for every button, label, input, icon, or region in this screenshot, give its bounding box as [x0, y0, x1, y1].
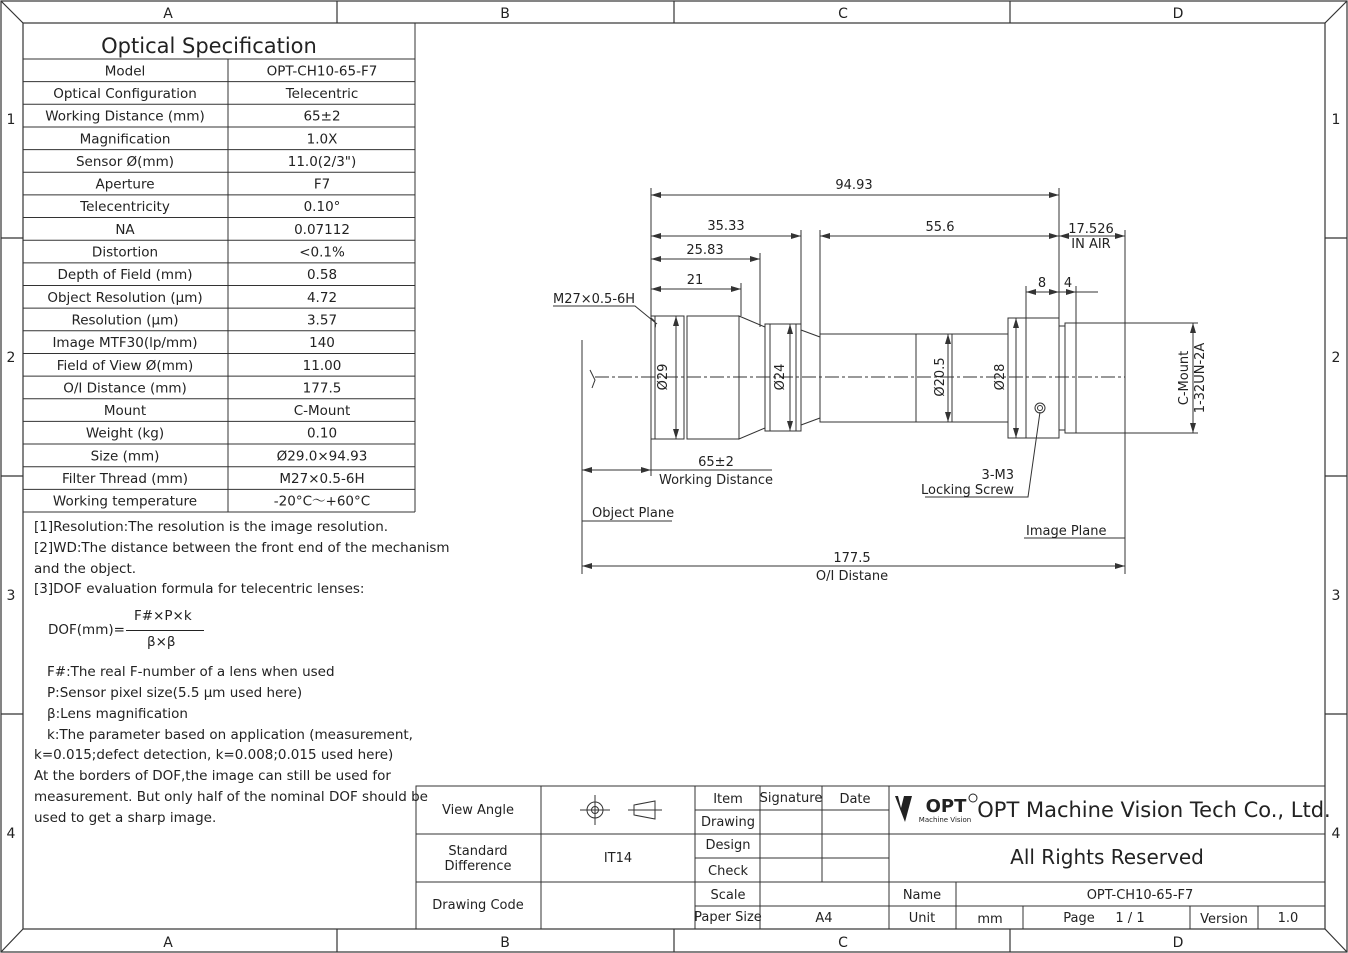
oi-value: 177.5: [833, 551, 871, 566]
spec-label: Object Resolution (µm): [47, 289, 203, 306]
dim-8: 8: [1037, 276, 1047, 291]
version-label: Version: [1200, 912, 1248, 927]
spec-label: NA: [115, 221, 135, 238]
dim-55: 55.6: [925, 220, 955, 235]
spec-title: Optical Specification: [101, 34, 317, 58]
note-wd-1: [2]WD:The distance between the front end of the mechanism: [34, 539, 450, 556]
spec-label: Aperture: [95, 176, 155, 193]
wd-label: Working Distance: [659, 473, 773, 488]
col-label-bottom-b: B: [500, 935, 510, 951]
spec-value: 140: [309, 335, 335, 352]
drawing-label: Drawing: [700, 815, 756, 830]
note-end-2: measurement. But only half of the nominal DOF should be: [34, 788, 428, 805]
spec-label: Weight (kg): [85, 425, 165, 442]
spec-value: Ø29.0×94.93: [276, 448, 368, 465]
object-plane-label: Object Plane: [592, 506, 675, 521]
page-value: 1 / 1: [1115, 911, 1145, 926]
wd-value: 65±2: [698, 455, 734, 470]
note-end-1: At the borders of DOF,the image can still be used for: [34, 768, 391, 785]
unit-value: mm: [977, 912, 1003, 927]
dia-24: Ø24: [773, 363, 788, 391]
col-label-bottom-d: D: [1172, 935, 1184, 951]
page-label: Page: [1063, 911, 1095, 926]
spec-label: Mount: [103, 403, 147, 420]
spec-label: Optical Configuration: [53, 85, 197, 102]
dia-28: Ø28: [993, 363, 1008, 391]
col-label-top-b: B: [500, 6, 510, 22]
row-label-left-2: 2: [6, 350, 16, 366]
spec-notes: [34, 517, 450, 829]
version-value: 1.0: [1277, 911, 1299, 926]
row-label-right-3: 3: [1331, 588, 1341, 604]
spec-value: 11.00: [302, 357, 342, 374]
note-fnumber: F#:The real F-number of a lens when used: [47, 664, 335, 681]
formula-denominator: β×β: [147, 634, 176, 651]
spec-value: 1.0X: [306, 131, 338, 148]
spec-value: 0.07112: [294, 221, 350, 238]
scale-label: Scale: [710, 888, 746, 903]
spec-value: 65±2: [303, 108, 341, 125]
dof-formula: [34, 600, 434, 662]
check-label: Check: [708, 864, 748, 879]
spec-value: Telecentric: [285, 85, 359, 102]
spec-label: Resolution (µm): [71, 312, 179, 329]
spec-value: 4.72: [306, 289, 338, 306]
spec-label: O/I Distance (mm): [63, 380, 187, 397]
note-pixel: P:Sensor pixel size(5.5 µm used here): [47, 684, 303, 701]
spec-label: Filter Thread (mm): [61, 471, 189, 488]
item-label: Item: [713, 792, 743, 807]
spec-label: Distortion: [91, 244, 159, 261]
row-label-right-4: 4: [1331, 826, 1341, 842]
spec-value: 0.10°: [303, 199, 341, 216]
spec-label: Telecentricity: [80, 199, 170, 216]
row-label-left-4: 4: [6, 826, 16, 842]
rights-text: All Rights Reserved: [1010, 845, 1204, 869]
formula-lhs: DOF(mm)=: [48, 622, 125, 639]
std-diff-value: IT14: [603, 851, 633, 866]
signature-label: Signature: [759, 791, 823, 806]
spec-label: Size (mm): [90, 448, 160, 465]
paper-size-value: A4: [815, 911, 833, 926]
logo-sub: Machine Vision: [918, 816, 972, 824]
spec-value: 0.58: [306, 267, 338, 284]
drawing-code-label: Drawing Code: [432, 898, 524, 913]
formula-numerator: F#×P×k: [134, 608, 192, 625]
col-label-bottom-a: A: [163, 935, 173, 951]
spec-value: OPT-CH10-65-F7: [266, 63, 378, 80]
thread-callout: M27×0.5-6H: [553, 292, 636, 307]
company-name: OPT Machine Vision Tech Co., Ltd.: [977, 798, 1331, 822]
spec-value: 11.0(2/3"): [287, 153, 357, 170]
dim-4: 4: [1063, 276, 1073, 291]
dim-25: 25.83: [686, 243, 724, 258]
opt-logo: [895, 794, 977, 824]
dim-21: 21: [686, 273, 704, 288]
row-label-right-1: 1: [1331, 112, 1341, 128]
logo-text: OPT: [925, 796, 967, 817]
mount-label-2: 1-32UN-2A: [1193, 342, 1208, 414]
col-label-bottom-c: C: [838, 935, 848, 951]
spec-label: Model: [104, 63, 146, 80]
screw-label-1: 3-M3: [981, 468, 1014, 483]
unit-label: Unit: [908, 911, 936, 926]
note-k-1: k:The parameter based on application (measurement,: [47, 726, 413, 743]
dia-20: Ø20.5: [933, 357, 948, 397]
spec-value: 3.57: [306, 312, 338, 329]
screw-label-2: Locking Screw: [921, 483, 1014, 498]
spec-value: M27×0.5-6H: [279, 471, 365, 488]
std-diff-label-1: Standard: [448, 844, 508, 859]
spec-value: C-Mount: [293, 403, 351, 420]
view-angle-label: View Angle: [442, 803, 514, 818]
spec-label: Sensor Ø(mm): [75, 153, 175, 170]
spec-label: Magnification: [79, 131, 171, 148]
spec-label: Working Distance (mm): [45, 108, 205, 125]
spec-table: [23, 23, 415, 512]
row-label-left-3: 3: [6, 588, 16, 604]
note-end-3: used to get a sharp image.: [34, 809, 217, 826]
dia-29: Ø29: [656, 363, 671, 391]
spec-value: 0.10: [306, 425, 338, 442]
spec-value: -20°C～+60°C: [273, 493, 371, 510]
row-label-left-1: 1: [6, 112, 16, 128]
spec-label: Field of View Ø(mm): [56, 357, 194, 374]
note-resolution: [1]Resolution:The resolution is the image resolution.: [34, 519, 389, 535]
col-label-top-c: C: [838, 6, 848, 22]
formula-bar: [126, 630, 204, 631]
dim-overall-length: 94.93: [835, 178, 873, 193]
col-label-top-a: A: [163, 6, 173, 22]
name-label: Name: [902, 888, 942, 903]
spec-value: <0.1%: [299, 244, 345, 261]
note-beta: β:Lens magnification: [47, 705, 188, 722]
oi-label: O/I Distane: [815, 569, 889, 584]
note-k-2: k=0.015;defect detection, k=0.008;0.015 used here): [34, 747, 394, 764]
note-dof: [3]DOF evaluation formula for telecentric lenses:: [34, 581, 365, 598]
spec-label: Working temperature: [52, 493, 198, 510]
std-diff-label-2: Difference: [444, 859, 512, 874]
title-block-text: [432, 791, 1330, 927]
col-label-top-d: D: [1172, 6, 1184, 22]
projection-symbol-icon: [580, 795, 662, 825]
note-wd-2: and the object.: [34, 560, 137, 577]
date-label: Date: [839, 792, 871, 807]
spec-label: Image MTF30(lp/mm): [52, 335, 198, 352]
spec-label: Depth of Field (mm): [57, 267, 193, 284]
spec-rows: [23, 63, 415, 509]
dim-17: 17.526: [1068, 222, 1114, 237]
spec-value: 177.5: [302, 380, 342, 397]
spec-value: F7: [313, 176, 331, 193]
image-plane-label: Image Plane: [1026, 524, 1107, 539]
row-label-right-2: 2: [1331, 350, 1341, 366]
paper-size-label: Paper Size: [694, 910, 762, 925]
name-value: OPT-CH10-65-F7: [1086, 888, 1194, 903]
dim-in-air: IN AIR: [1071, 237, 1111, 252]
mount-label-1: C-Mount: [1177, 350, 1192, 406]
dim-35: 35.33: [707, 219, 745, 234]
design-label: Design: [705, 838, 751, 853]
